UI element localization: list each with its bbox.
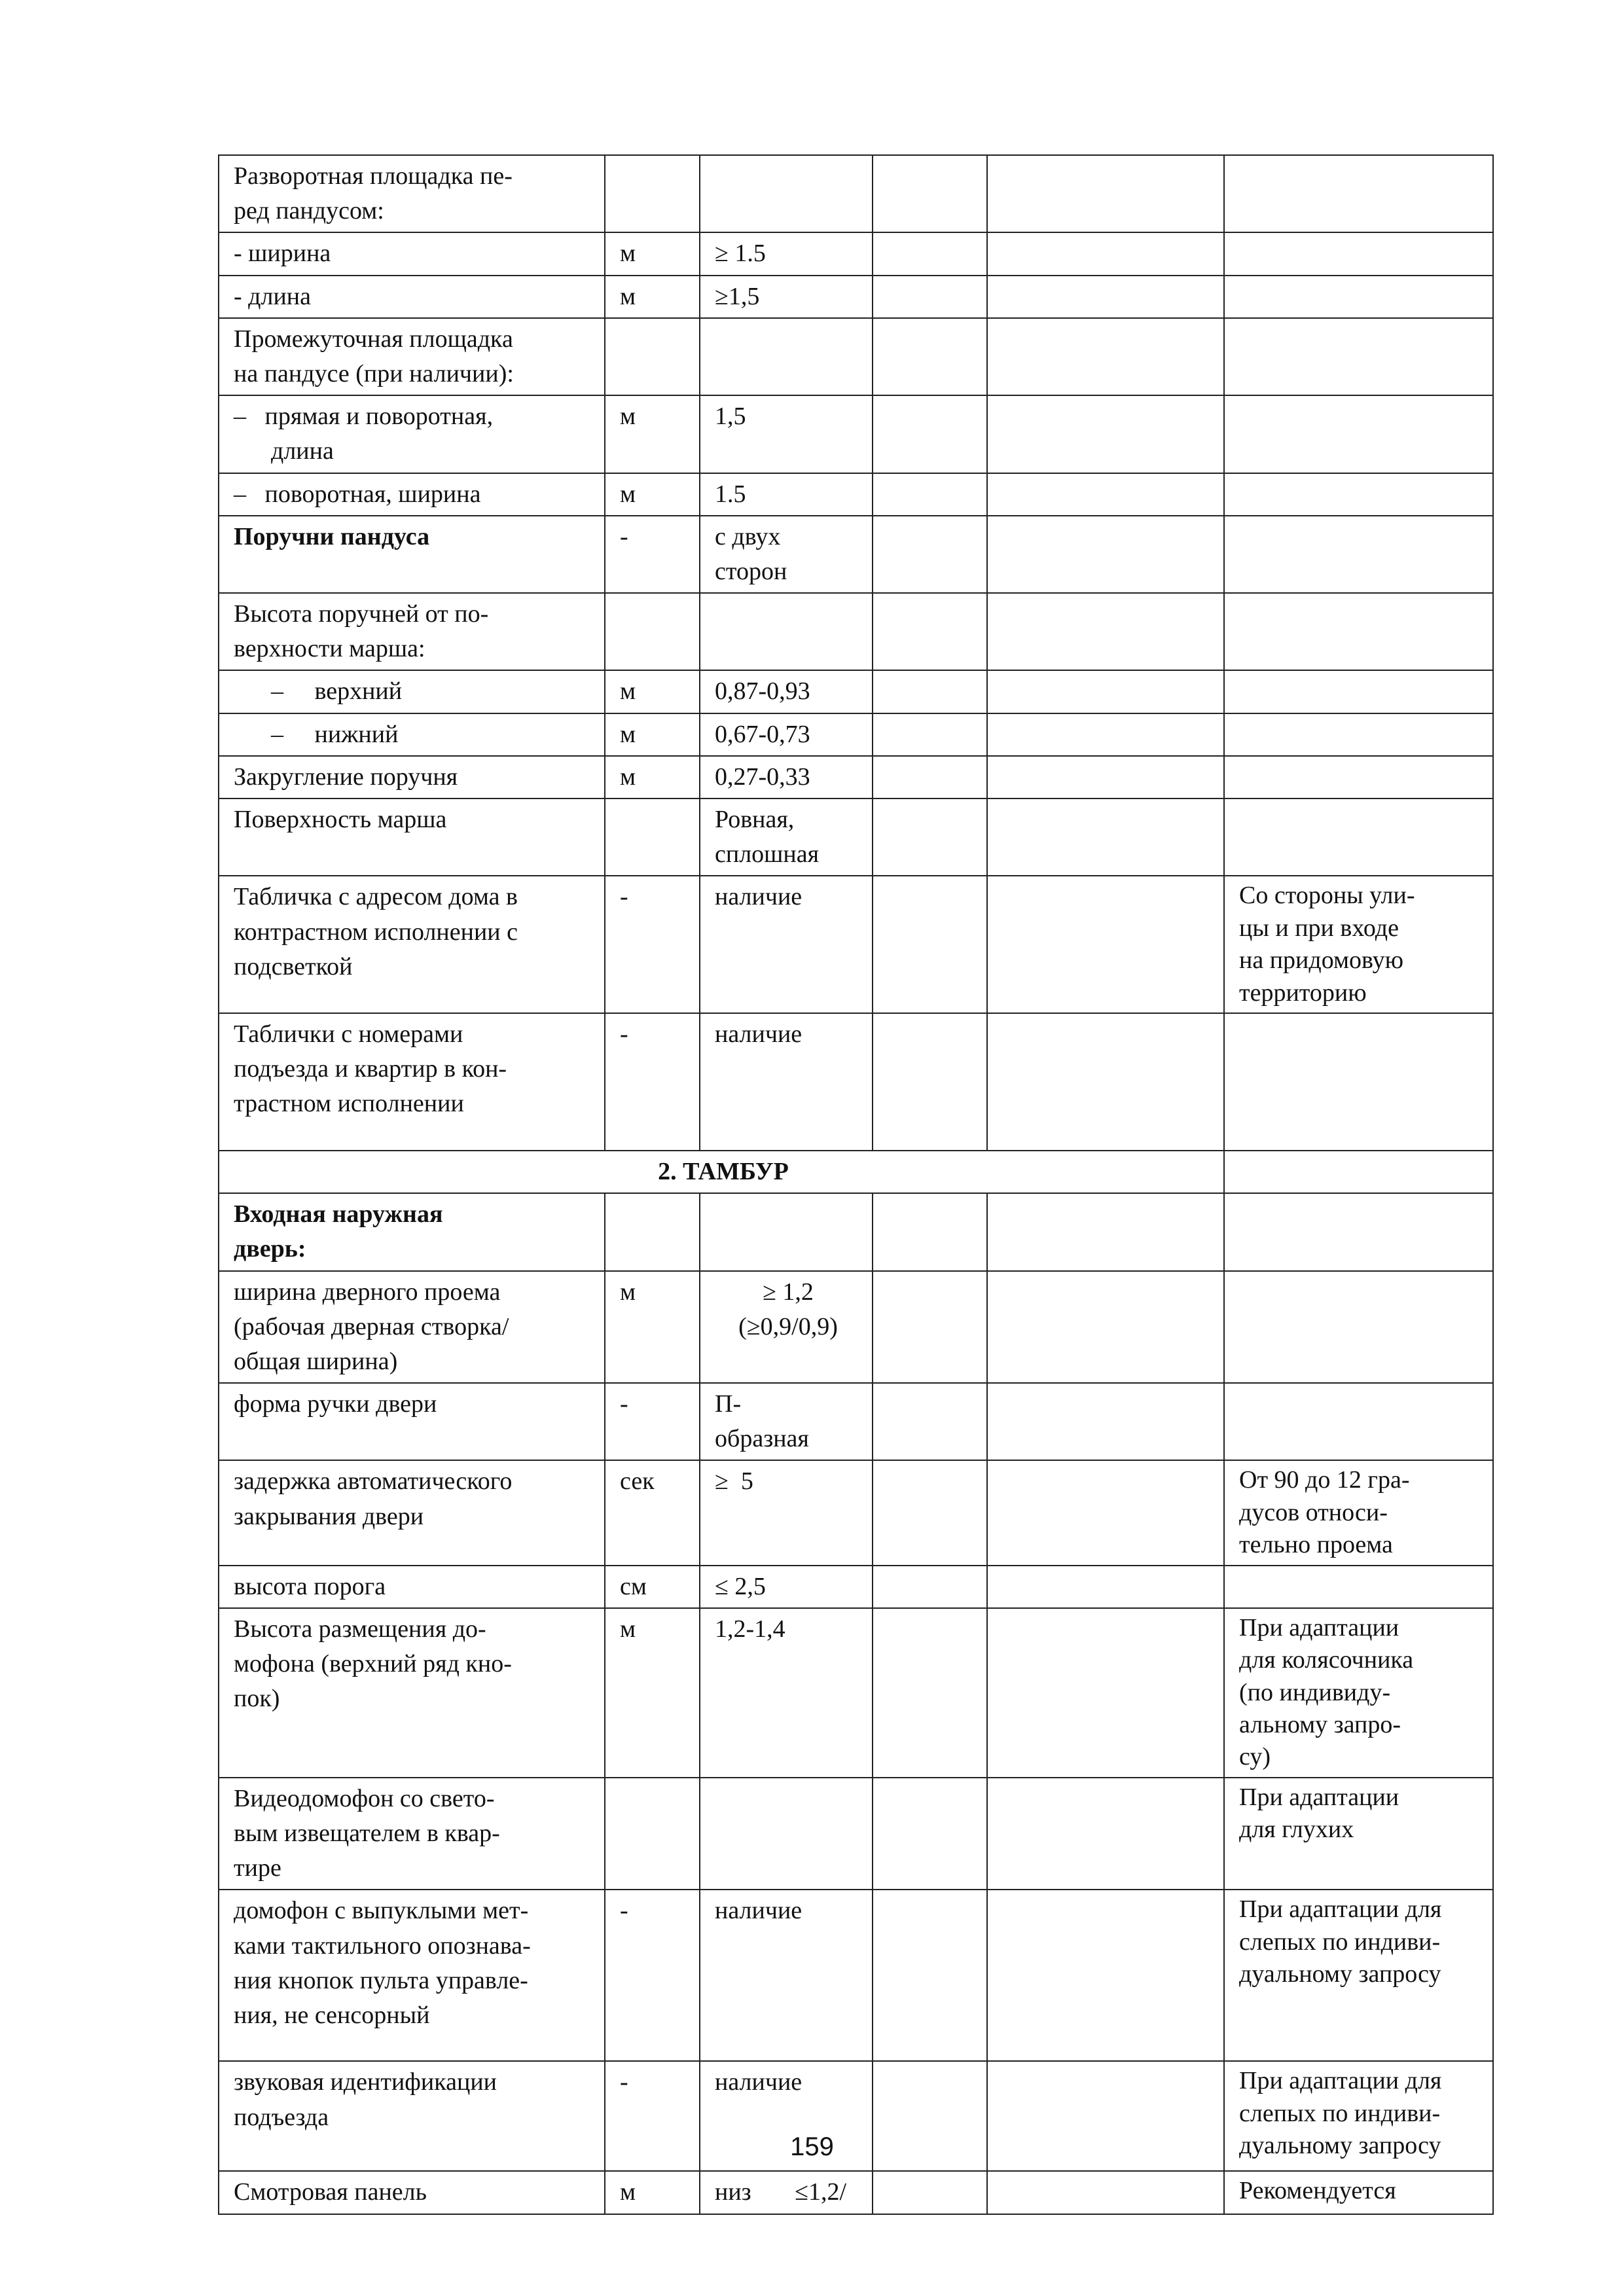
value-line: (≥0,9/0,9) bbox=[738, 1312, 838, 1340]
empty-cell bbox=[987, 516, 1224, 593]
table-row bbox=[219, 798, 1493, 876]
table-row bbox=[219, 155, 1493, 232]
value-cell bbox=[700, 395, 873, 473]
parameter-line: закрывания двери bbox=[234, 1502, 424, 1530]
parameter-line: Высота поручней от по- bbox=[234, 600, 489, 628]
parameter-cell bbox=[219, 318, 605, 395]
empty-cell bbox=[873, 593, 987, 670]
empty-cell bbox=[873, 713, 987, 756]
parameter-line: – верхний bbox=[234, 677, 403, 706]
parameter-cell bbox=[219, 1778, 605, 1890]
value-line: наличие bbox=[715, 2068, 803, 2096]
parameter-line: Видеодомофон со свето- bbox=[234, 1784, 495, 1812]
empty-cell bbox=[987, 276, 1224, 318]
parameter-line: Закругление поручня bbox=[234, 762, 458, 791]
table-row bbox=[219, 318, 1493, 395]
note-line: территорию bbox=[1239, 978, 1367, 1007]
value-cell bbox=[700, 1460, 873, 1565]
empty-cell bbox=[987, 713, 1224, 756]
unit-cell: см bbox=[605, 1566, 700, 1608]
empty-cell bbox=[987, 756, 1224, 798]
parameter-line: ния, не сенсорный bbox=[234, 2001, 430, 2029]
value-cell bbox=[700, 473, 873, 516]
note-cell bbox=[1224, 232, 1493, 275]
unit-cell: - bbox=[605, 516, 700, 593]
value-line: сторон bbox=[715, 557, 787, 585]
value-cell bbox=[700, 1013, 873, 1151]
value-cell bbox=[700, 1890, 873, 2061]
unit-cell: м bbox=[605, 473, 700, 516]
parameter-cell bbox=[219, 276, 605, 318]
note-cell bbox=[1224, 1608, 1493, 1778]
unit-cell bbox=[605, 1778, 700, 1890]
value-line: наличие bbox=[715, 883, 803, 911]
empty-cell bbox=[873, 1271, 987, 1384]
value-line: 1.5 bbox=[715, 480, 746, 508]
parameter-cell bbox=[219, 1271, 605, 1384]
table-row bbox=[219, 1271, 1493, 1384]
note-line: для колясочника bbox=[1239, 1646, 1414, 1674]
note-cell bbox=[1224, 713, 1493, 756]
note-line: (по индивиду- bbox=[1239, 1678, 1391, 1706]
empty-cell bbox=[987, 232, 1224, 275]
parameter-cell bbox=[219, 1566, 605, 1608]
note-line: При адаптации для bbox=[1239, 2067, 1442, 2095]
note-line: дусов относи- bbox=[1239, 1498, 1388, 1526]
parameter-line: ками тактильного опознава- bbox=[234, 1931, 531, 1960]
unit-cell: м bbox=[605, 713, 700, 756]
empty-cell bbox=[873, 155, 987, 232]
note-cell bbox=[1224, 2171, 1493, 2214]
parameter-line: тире bbox=[234, 1854, 281, 1882]
parameter-line: звуковая идентификации bbox=[234, 2068, 497, 2096]
parameter-cell bbox=[219, 798, 605, 876]
value-line: 0,87-0,93 bbox=[715, 677, 810, 706]
note-line: су) bbox=[1239, 1743, 1271, 1771]
unit-cell: м bbox=[605, 1271, 700, 1384]
parameter-line: – нижний bbox=[234, 720, 399, 748]
empty-cell bbox=[873, 1460, 987, 1565]
table-row bbox=[219, 876, 1493, 1013]
parameter-line: верхности марша: bbox=[234, 635, 425, 663]
value-line: П- bbox=[715, 1390, 742, 1418]
unit-cell bbox=[605, 155, 700, 232]
value-cell bbox=[700, 756, 873, 798]
parameter-cell bbox=[219, 1193, 605, 1270]
note-line: цы и при входе bbox=[1239, 914, 1399, 942]
parameter-line: подъезда и квартир в кон- bbox=[234, 1055, 507, 1083]
note-line: для глухих bbox=[1239, 1816, 1354, 1844]
note-line: альному запро- bbox=[1239, 1710, 1401, 1738]
empty-cell bbox=[987, 1383, 1224, 1460]
empty-cell bbox=[987, 318, 1224, 395]
note-cell bbox=[1224, 276, 1493, 318]
unit-cell: м bbox=[605, 232, 700, 275]
table-row bbox=[219, 1566, 1493, 1608]
parameter-line: ния кнопок пульта управле- bbox=[234, 1966, 528, 1994]
unit-cell: - bbox=[605, 876, 700, 1013]
parameter-cell bbox=[219, 670, 605, 713]
unit-cell: - bbox=[605, 1013, 700, 1151]
table-body bbox=[219, 155, 1493, 2214]
unit-cell: м bbox=[605, 1608, 700, 1778]
note-cell bbox=[1224, 670, 1493, 713]
empty-cell bbox=[873, 670, 987, 713]
value-line: ≥ 1.5 bbox=[715, 240, 766, 268]
note-cell bbox=[1224, 876, 1493, 1013]
empty-cell bbox=[987, 1608, 1224, 1778]
empty-cell bbox=[987, 798, 1224, 876]
empty-cell bbox=[987, 395, 1224, 473]
parameter-line: Промежуточная площадка bbox=[234, 325, 513, 353]
note-cell bbox=[1224, 798, 1493, 876]
value-line: 0,27-0,33 bbox=[715, 762, 810, 791]
note-line: При адаптации bbox=[1239, 1613, 1399, 1641]
parameter-cell bbox=[219, 155, 605, 232]
parameter-line: ширина дверного проема bbox=[234, 1278, 501, 1306]
value-line: наличие bbox=[715, 1897, 803, 1925]
empty-cell bbox=[873, 1193, 987, 1270]
parameter-cell bbox=[219, 516, 605, 593]
empty-cell bbox=[873, 1890, 987, 2061]
parameter-line: пок) bbox=[234, 1685, 280, 1713]
value-cell bbox=[700, 516, 873, 593]
parameter-line: (рабочая дверная створка/ bbox=[234, 1312, 509, 1340]
unit-cell: м bbox=[605, 2171, 700, 2214]
unit-cell bbox=[605, 318, 700, 395]
empty-cell bbox=[987, 473, 1224, 516]
table-row bbox=[219, 1778, 1493, 1890]
parameter-line: Табличка с адресом дома в bbox=[234, 883, 518, 911]
table-row bbox=[219, 1460, 1493, 1565]
parameter-cell bbox=[219, 1608, 605, 1778]
note-cell bbox=[1224, 1193, 1493, 1270]
note-line: При адаптации bbox=[1239, 1783, 1399, 1811]
table-row bbox=[219, 473, 1493, 516]
parameter-line: вым извещателем в квар- bbox=[234, 1819, 500, 1847]
empty-cell bbox=[987, 1890, 1224, 2061]
empty-cell bbox=[873, 473, 987, 516]
unit-cell: м bbox=[605, 670, 700, 713]
empty-cell bbox=[987, 2171, 1224, 2214]
value-line: 1,2-1,4 bbox=[715, 1615, 785, 1643]
parameter-cell bbox=[219, 756, 605, 798]
note-cell bbox=[1224, 473, 1493, 516]
note-cell bbox=[1224, 516, 1493, 593]
table-row bbox=[219, 276, 1493, 318]
note-cell bbox=[1224, 593, 1493, 670]
empty-cell bbox=[987, 1778, 1224, 1890]
note-cell bbox=[1224, 1383, 1493, 1460]
note-cell bbox=[1224, 756, 1493, 798]
note-line: слепых по индиви- bbox=[1239, 1928, 1441, 1956]
empty-cell bbox=[987, 1013, 1224, 1151]
table-row bbox=[219, 1193, 1493, 1270]
unit-cell: - bbox=[605, 2061, 700, 2171]
parameter-line: Поручни пандуса bbox=[234, 522, 430, 550]
parameter-line: высота порога bbox=[234, 1572, 386, 1600]
table-row bbox=[219, 593, 1493, 670]
parameter-line: - ширина bbox=[234, 240, 331, 268]
parameter-line: Высота размещения до- bbox=[234, 1615, 486, 1643]
table-row bbox=[219, 516, 1493, 593]
parameter-cell bbox=[219, 1383, 605, 1460]
empty-cell bbox=[987, 670, 1224, 713]
parameter-line: подъезда bbox=[234, 2103, 329, 2131]
value-line: ≤ 2,5 bbox=[715, 1572, 766, 1600]
parameter-line: Входная наружная bbox=[234, 1200, 443, 1229]
note-cell bbox=[1224, 1271, 1493, 1384]
parameter-line: Таблички с номерами bbox=[234, 1020, 463, 1048]
table-row bbox=[219, 1383, 1493, 1460]
parameter-cell bbox=[219, 473, 605, 516]
empty-cell bbox=[873, 395, 987, 473]
note-cell bbox=[1224, 1460, 1493, 1565]
note-line: При адаптации для bbox=[1239, 1895, 1442, 1924]
value-cell bbox=[700, 593, 873, 670]
parameter-line: длина bbox=[234, 437, 334, 465]
table-row bbox=[219, 1608, 1493, 1778]
empty-cell bbox=[987, 1566, 1224, 1608]
empty-cell bbox=[873, 1608, 987, 1778]
value-line: наличие bbox=[715, 1020, 803, 1048]
parameter-line: задержка автоматического bbox=[234, 1467, 513, 1496]
parameter-line: дверь: bbox=[234, 1235, 306, 1263]
value-line: сплошная bbox=[715, 840, 820, 869]
value-line: образная bbox=[715, 1425, 809, 1453]
parameter-line: Смотровая панель bbox=[234, 2178, 427, 2206]
value-cell bbox=[700, 670, 873, 713]
note-line: слепых по индиви- bbox=[1239, 2099, 1441, 2127]
parameter-line: трастном исполнении bbox=[234, 1090, 464, 1118]
parameter-line: контрастном исполнении с bbox=[234, 918, 518, 946]
note-line: тельно проема bbox=[1239, 1531, 1393, 1559]
note-cell bbox=[1224, 395, 1493, 473]
table-cell bbox=[1224, 1151, 1493, 1193]
value-line: ≥1,5 bbox=[715, 282, 760, 310]
empty-cell bbox=[873, 2171, 987, 2214]
table-row bbox=[219, 2171, 1493, 2214]
parameter-line: – прямая и поворотная, bbox=[234, 403, 494, 431]
value-cell bbox=[700, 1778, 873, 1890]
empty-cell bbox=[873, 1383, 987, 1460]
note-cell bbox=[1224, 155, 1493, 232]
requirements-table bbox=[218, 154, 1494, 2215]
unit-cell: - bbox=[605, 1890, 700, 2061]
value-line: ≥ 1,2 bbox=[763, 1278, 814, 1306]
parameter-line: домофон с выпуклыми мет- bbox=[234, 1897, 529, 1925]
note-line: Со стороны ули- bbox=[1239, 882, 1415, 910]
unit-cell: м bbox=[605, 395, 700, 473]
note-cell bbox=[1224, 1778, 1493, 1890]
parameter-cell bbox=[219, 876, 605, 1013]
parameter-line: – поворотная, ширина bbox=[234, 480, 481, 508]
value-line: ≥ 5 bbox=[715, 1467, 753, 1496]
parameter-cell bbox=[219, 593, 605, 670]
note-line: дуальному запросу bbox=[1239, 1960, 1441, 1988]
table-row bbox=[219, 756, 1493, 798]
parameter-line: мофона (верхний ряд кно- bbox=[234, 1649, 512, 1677]
value-cell bbox=[700, 232, 873, 275]
table-row bbox=[219, 1890, 1493, 2061]
parameter-cell bbox=[219, 395, 605, 473]
empty-cell bbox=[873, 1566, 987, 1608]
empty-cell bbox=[987, 1271, 1224, 1384]
empty-cell bbox=[873, 318, 987, 395]
unit-cell bbox=[605, 1193, 700, 1270]
parameter-line: на пандусе (при наличии): bbox=[234, 359, 514, 387]
value-cell bbox=[700, 798, 873, 876]
value-cell bbox=[700, 1566, 873, 1608]
note-cell bbox=[1224, 1890, 1493, 2061]
note-line: на придомовую bbox=[1239, 946, 1404, 975]
value-cell bbox=[700, 2171, 873, 2214]
value-line: 0,67-0,73 bbox=[715, 720, 810, 748]
value-cell bbox=[700, 1608, 873, 1778]
note-line: дуальному запросу bbox=[1239, 2132, 1441, 2160]
table-row bbox=[219, 713, 1493, 756]
empty-cell bbox=[873, 516, 987, 593]
section-header-row bbox=[219, 1151, 1493, 1193]
unit-cell bbox=[605, 593, 700, 670]
parameter-cell bbox=[219, 1013, 605, 1151]
value-cell bbox=[700, 1271, 873, 1384]
value-cell bbox=[700, 1193, 873, 1270]
parameter-line: подсветкой bbox=[234, 952, 353, 980]
parameter-line: Разворотная площадка пе- bbox=[234, 162, 513, 190]
table-row bbox=[219, 395, 1493, 473]
parameter-cell bbox=[219, 2171, 605, 2214]
page-number: 159 bbox=[790, 2132, 834, 2161]
unit-cell: сек bbox=[605, 1460, 700, 1565]
value-line: Ровная, bbox=[715, 806, 795, 833]
empty-cell bbox=[987, 876, 1224, 1013]
value-cell bbox=[700, 713, 873, 756]
empty-cell bbox=[987, 1193, 1224, 1270]
section-title: 2. ТАМБУР bbox=[219, 1151, 1224, 1193]
unit-cell: м bbox=[605, 756, 700, 798]
note-cell bbox=[1224, 318, 1493, 395]
empty-cell bbox=[987, 1460, 1224, 1565]
parameter-cell bbox=[219, 1890, 605, 2061]
unit-cell: - bbox=[605, 1383, 700, 1460]
table-row bbox=[219, 1013, 1493, 1151]
note-line: Рекомендуется bbox=[1239, 2177, 1396, 2205]
empty-cell bbox=[873, 276, 987, 318]
empty-cell bbox=[873, 876, 987, 1013]
unit-cell bbox=[605, 798, 700, 876]
empty-cell bbox=[987, 593, 1224, 670]
unit-cell: м bbox=[605, 276, 700, 318]
parameter-line: - длина bbox=[234, 282, 311, 310]
empty-cell bbox=[873, 1013, 987, 1151]
empty-cell bbox=[873, 798, 987, 876]
value-cell bbox=[700, 1383, 873, 1460]
empty-cell bbox=[987, 155, 1224, 232]
empty-cell bbox=[873, 756, 987, 798]
note-cell bbox=[1224, 1566, 1493, 1608]
parameter-line: Поверхность марша bbox=[234, 806, 447, 833]
note-line: От 90 до 12 гра- bbox=[1239, 1466, 1410, 1494]
parameter-cell bbox=[219, 232, 605, 275]
table-row bbox=[219, 670, 1493, 713]
value-line: с двух bbox=[715, 522, 781, 550]
table-row bbox=[219, 232, 1493, 275]
value-cell bbox=[700, 276, 873, 318]
parameter-line: общая ширина) bbox=[234, 1347, 398, 1375]
parameter-cell bbox=[219, 1460, 605, 1565]
empty-cell bbox=[873, 232, 987, 275]
parameter-cell bbox=[219, 713, 605, 756]
value-line: низ ≤1,2/ bbox=[715, 2178, 847, 2206]
note-cell bbox=[1224, 1013, 1493, 1151]
parameter-line: форма ручки двери bbox=[234, 1390, 437, 1418]
value-cell bbox=[700, 155, 873, 232]
parameter-line: ред пандусом: bbox=[234, 197, 384, 225]
value-line: 1,5 bbox=[715, 403, 746, 431]
empty-cell bbox=[873, 1778, 987, 1890]
value-cell bbox=[700, 876, 873, 1013]
value-cell bbox=[700, 318, 873, 395]
